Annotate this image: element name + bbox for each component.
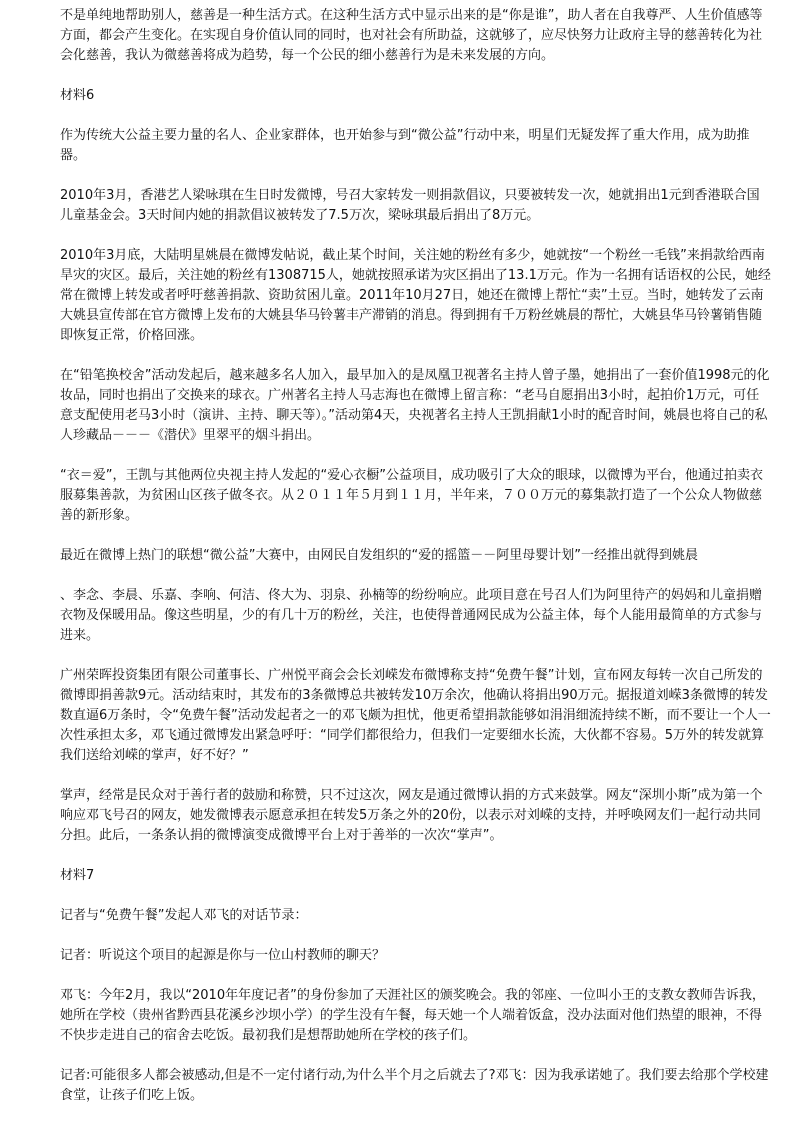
paragraph-liu-rong: 广州荣晖投资集团有限公司董事长、广州悦平商会会长刘嵘发布微博称支持“免费午餐”计划，宣布网友每转一次自己所发的微博即捐善款9元。活动结束时，其发布的3条微博总共被转发10万余次，他确认将捐出90万元。据报道刘嵘3条微博的转发数直逼6万条时，令“免费午餐”活动发起者之一的邓飞颇为担忧，他更希望捐款能够如涓涓细流持续不断，而不要让一个人一次性承担太多，邓飞通过微博发出紧急呼吁：“同学们都很给力，但我们一定要细水长流，大伙都不容易。5万外的转发就算我们送给刘嵘的掌声，好不好？” [60, 668, 771, 763]
paragraph-answer-1: 邓飞：今年2月，我以“2010年年度记者”的身份参加了天涯社区的颁奖晚会。我的邻座、一位叫小王的支教女教师告诉我，她所在学校（贵州省黔西县花溪乡沙坝小学）的学生没有午餐，每天她一个人端着饭盒，没办法面对他们热望的眼神，不得不快步走进自己的宿舍去吃饭。最初我们是想帮助她所在学校的孩子们。 [60, 988, 765, 1043]
paragraph-applause: 掌声，经常是民众对于善行者的鼓励和称赞，只不过这次，网友是通过微博认捐的方式来鼓掌。网友“深圳小斯”成为第一个响应邓飞号召的网友，她发微博表示愿意承担在转发5万条之外的20份，以表示对刘嵘的支持，并呼唤网友们一起行动共同分担。此后，一条条认捐的微博演变成微博平台上对于善举的一次次“掌声”。 [60, 788, 763, 843]
paragraph-interview-intro: 记者与“免费午餐”发起人邓飞的对话节录： [60, 908, 308, 923]
heading-material-6: 材料6 [60, 88, 95, 103]
paragraph-question-1: 记者：听说这个项目的起源是你与一位山村教师的聊天？ [60, 948, 386, 963]
paragraph-lenovo-contest-cont: 、李念、李晨、乐嘉、李响、何洁、佟大为、羽泉、孙楠等的纷纷响应。此项目意在号召人们为阿里待产的妈妈和儿童捐赠衣物及保暖用品。像这些明星，少的有几十万的粉丝，关注，也使得普通网民成为公益主体，每个人能用最简单的方式参与进来。 [60, 588, 763, 643]
paragraph-celebrities: 作为传统大公益主要力量的名人、企业家群体，也开始参与到“微公益”行动中来，明星们无疑发挥了重大作用，成为助推器。 [60, 128, 750, 163]
paragraph-question-2: 记者:可能很多人都会被感动,但是不一定付诸行动,为什么半个月之后就去了?邓飞：因为我承诺她了。我们要去给那个学校建食堂，让孩子们吃上饭。 [60, 1068, 769, 1103]
heading-material-7: 材料7 [60, 868, 95, 883]
paragraph-intro: 不是单纯地帮助别人，慈善是一种生活方式。在这种生活方式中显示出来的是“你是谁”，助人者在自我尊严、人生价值感等方面，都会产生变化。在实现自身价值认同的同时，也对社会有所助益，这就够了，应尽快努力让政府主导的慈善转化为社会化慈善，我认为微慈善将成为趋势，每一个公民的细小慈善行为是未来发展的方向。 [60, 8, 763, 63]
paragraph-liang-yongqi: 2010年3月，香港艺人梁咏琪在生日时发微博，号召大家转发一则捐款倡议，只要被转发一次，她就捐出1元到香港联合国儿童基金会。3天时间内她的捐款倡议被转发了7.5万次，梁咏琪最后捐出了8万元。 [60, 188, 760, 223]
paragraph-love-wardrobe: “衣＝爱”，王凯与其他两位央视主持人发起的“爱心衣橱”公益项目，成功吸引了大众的眼球，以微博为平台，他通过拍卖衣服募集善款，为贫困山区孩子做冬衣。从２０１１年５月到１１月，半年来，７００万元的募集款打造了一个公众人物做慈善的新形象。 [60, 468, 763, 523]
paragraph-yao-chen: 2010年3月底，大陆明星姚晨在微博发帖说，截止某个时间，关注她的粉丝有多少，她就按“一个粉丝一毛钱”来捐款给西南旱灾的灾区。最后，关注她的粉丝有1308715人，她就按照承诺为灾区捐出了13.1万元。作为一名拥有话语权的公民，她经常在微博上转发或者呼吁慈善捐款、资助贫困儿童。2011年10月27日，她还在微博上帮忙“卖”土豆。当时，她转发了云南大姚县宣传部在官方微博上发布的大姚县华马铃薯丰产滞销的消息。得到拥有千万粉丝姚晨的帮忙，大姚县华马铃薯销售随即恢复正常，价格回涨。 [60, 248, 771, 343]
paragraph-pencil-campaign: 在“铅笔换校舍”活动发起后，越来越多名人加入，最早加入的是凤凰卫视著名主持人曾子墨，她捐出了一套价值1998元的化妆品，同时也捐出了交换来的球衣。广州著名主持人马志海也在微博上留言称：“老马自愿捐出3小时，起拍价1万元，可任意支配使用老马3小时（演讲、主持、聊天等）。”活动第4天，央视著名主持人王凯捐献1小时的配音时间，姚晨也将自己的私人珍藏品－－－《潜伏》里翠平的烟斗捐出。 [60, 368, 770, 443]
document-page [60, 6, 772, 1106]
paragraph-lenovo-contest: 最近在微博上热门的联想“微公益”大赛中，由网民自发组织的“爱的摇篮－－阿里母婴计划”一经推出就得到姚晨 [60, 548, 698, 563]
